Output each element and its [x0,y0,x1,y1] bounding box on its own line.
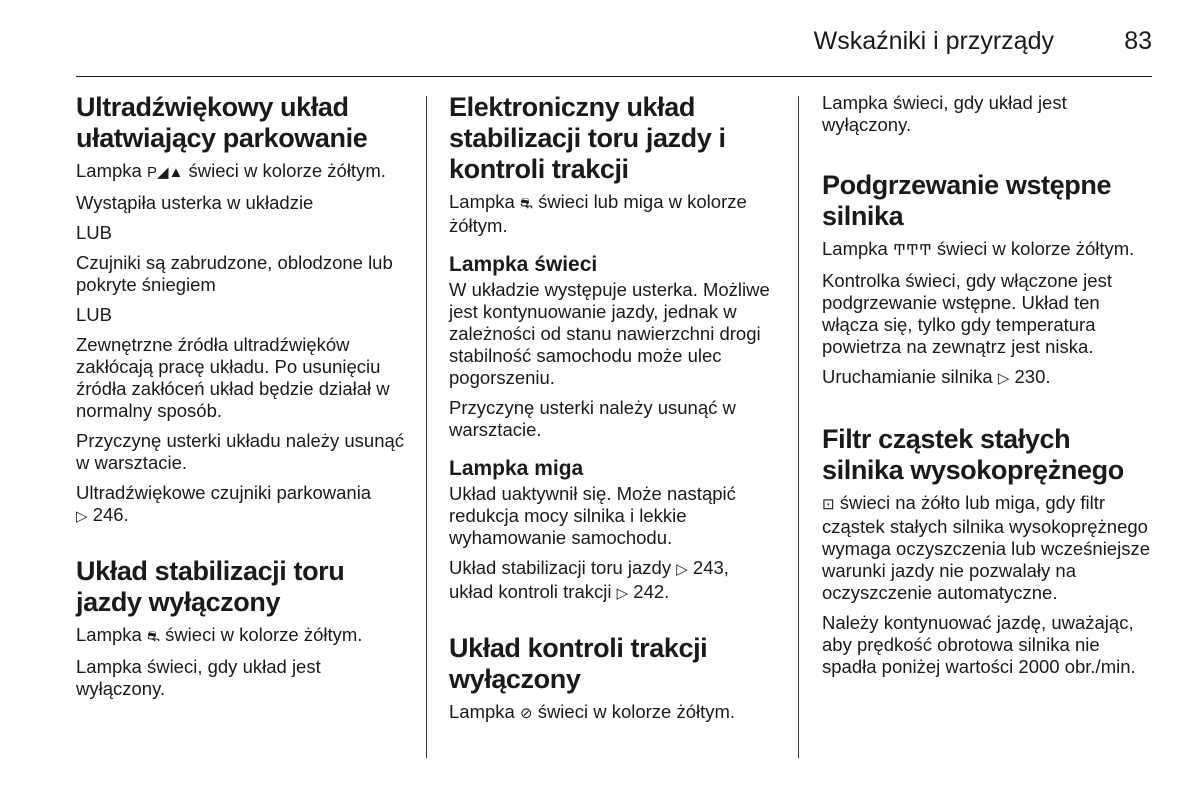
diesel-particulate-filter-icon: ⊡ [822,496,835,513]
esc-off-icon: ⛐ [146,628,160,645]
subheading-lamp-on: Lampka świeci [449,253,598,276]
heading-esc: Elektroniczny układ stabilizacji toru jazdy i kontroli trakcji [449,92,726,184]
paragraph: Lampka ⛐ świeci w kolorze żółtym. [76,624,412,648]
heading-preheating: Podgrzewanie wstępne silnika [822,170,1112,231]
paragraph: Czujniki są zabrudzone, oblodzone lub pokryte śniegiem [76,252,393,295]
glow-plug-icon: ͲͲͲ [892,242,932,259]
header-divider [76,76,1152,77]
paragraph: Przyczynę usterki należy usunąć w warsztacie. [449,397,736,440]
paragraph: Układ uaktywnił się. Może nastąpić redukcja mocy silnika i lekkie wyhamowanie samochodu. [449,483,736,548]
traction-off-icon: ⊘ [519,705,533,722]
page-reference-icon: ▷ [76,508,88,525]
paragraph: W układzie występuje usterka. Możliwe jest kontynuowanie jazdy, jednak w zależności od stanu nawierzchni drogi stabilność samochodu może ulec pogorszeniu. [449,279,770,388]
subheading-lamp-flashing: Lampka miga [449,457,584,480]
paragraph: Lampka ⊘ świeci w kolorze żółtym. [449,701,785,725]
esc-icon: ⛐ [519,195,533,212]
column-right [822,92,1158,686]
paragraph: Lampka ⛐ świeci lub miga w kolorze żółtym. [449,191,747,236]
heading-diesel-filter: Filtr cząstek stałych silnika wysokoprężnego [822,424,1124,485]
paragraph: LUB [76,222,112,243]
page-reference-icon: ▷ [676,561,688,578]
column-divider-2 [798,96,799,758]
paragraph: Lampka ͲͲͲ świeci w kolorze żółtym. [822,238,1158,262]
paragraph: Wystąpiła usterka w układzie [76,192,314,213]
paragraph: Zewnętrzne źródła ultradźwięków zakłócają pracę układu. Po usunięciu źródła zakłóceń układ będzie działał w normalny sposób. [76,334,390,421]
column-left [76,92,412,708]
paragraph: Przyczynę usterki układu należy usunąć w warsztacie. [76,430,405,473]
column-divider-1 [426,96,427,758]
paragraph: ⊡ świeci na żółto lub miga, gdy filtr cząstek stałych silnika wysokoprężnego wymaga oczyszczenia lub wcześniejsze warunki jazdy nie pozwalały na oczyszczenie automatyczne. [822,492,1150,603]
section-title: Wskaźniki i przyrządy [813,27,1054,55]
paragraph: Lampka świeci, gdy układ jest wyłączony. [76,656,321,699]
column-middle [449,92,785,733]
page-reference-icon: ▷ [616,585,629,602]
paragraph: LUB [76,304,112,325]
heading-stability-off: Układ stabilizacji toru jazdy wyłączony [76,556,345,617]
page-reference-icon: ▷ [997,370,1010,387]
heading-traction-off: Układ kontroli trakcji wyłączony [449,633,708,694]
paragraph: Lampka P◢▲ świeci w kolorze żółtym. [76,160,412,184]
heading-parking-assist: Ultradźwiękowy układ ułatwiający parkowanie [76,92,368,153]
paragraph: Kontrolka świeci, gdy włączone jest podgrzewanie wstępne. Układ ten włącza się, tylko gdy temperatura powietrza na zewnątrz jest niska. [822,270,1112,357]
paragraph: Należy kontynuować jazdę, uważając, aby prędkość obrotowa silnika nie spadła poniżej wartości 2000 obr./min. [822,612,1136,677]
paragraph: Układ stabilizacji toru jazdy ▷ 243, układ kontroli trakcji ▷ 242. [449,557,785,605]
paragraph: Ultradźwiękowe czujniki parkowania ▷ 246. [76,482,412,528]
paragraph: Uruchamianie silnika ▷ 230. [822,366,1158,390]
parking-assist-icon: P◢▲ [146,164,184,181]
paragraph: Lampka świeci, gdy układ jest wyłączony. [822,92,1067,135]
page-number: 83 [1124,27,1152,55]
